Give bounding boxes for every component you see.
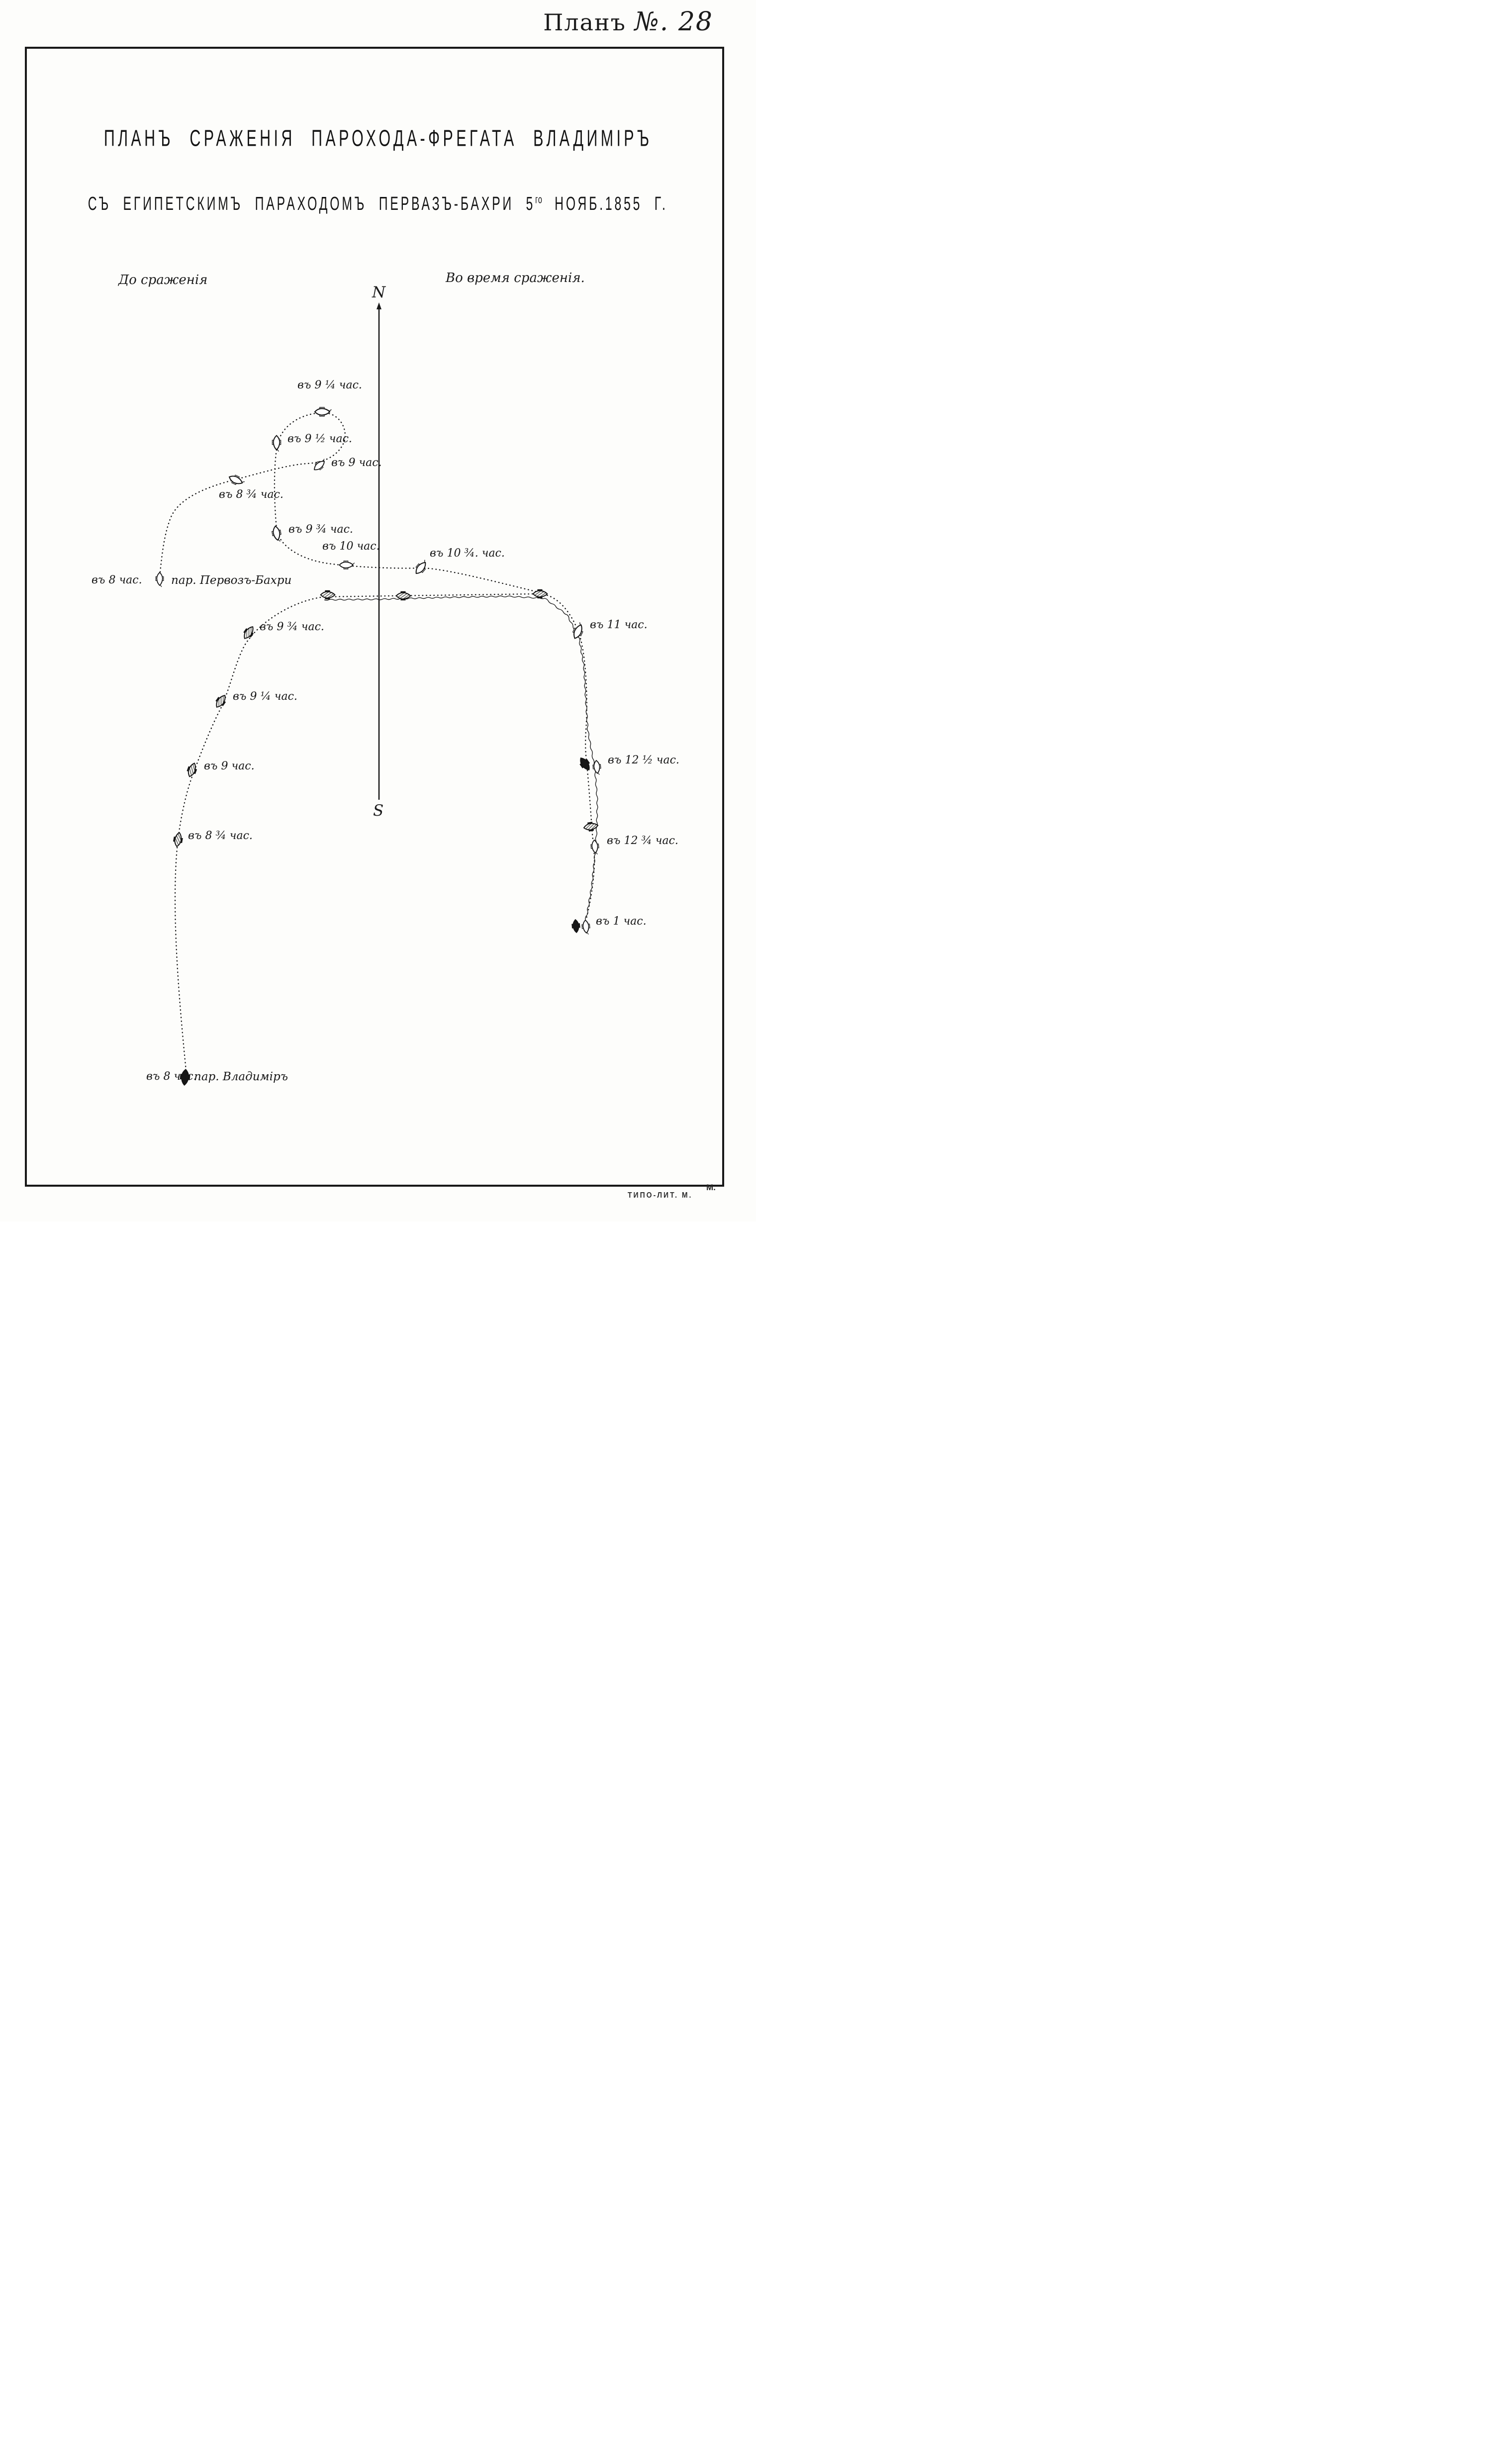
legend-during-battle: Во время сраженія. [446, 271, 585, 285]
time-label: въ 8 час. [92, 574, 142, 586]
ship-marker-vladimir [321, 590, 335, 599]
ship-marker-vladimir-914 [213, 693, 228, 709]
subtitle-main: СЪ ЕГИПЕТСКИМЪ ПАРАХОДОМЪ ПЕРВАЗЪ-БАХРИ 5 [88, 193, 536, 214]
ship-marker-pervaz-912 [272, 436, 281, 452]
track-vladimir-battle [324, 594, 594, 920]
subtitle-date: НОЯБ.1855 Г. [542, 193, 668, 214]
ship-marker-vladimir-1 [571, 919, 580, 933]
time-label: въ 11 час. [590, 619, 648, 631]
time-label: въ 9 ½ час. [287, 433, 352, 445]
vessel-name-label: пар. Первозъ-Бахри [171, 574, 292, 587]
time-label: въ 9 ¾ час. [260, 621, 324, 633]
ship-marker-vladimir-9 [186, 762, 198, 778]
credit-initial: М. [706, 1183, 716, 1192]
time-label: въ 8 час. [146, 1070, 197, 1083]
time-label: въ 9 час. [204, 760, 255, 772]
ship-marker-pervaz-1034 [413, 559, 430, 576]
track-pervaz-battle [324, 596, 598, 924]
ship-marker-pervaz-9 [312, 458, 328, 473]
ship-marker-vladimir-834 [173, 832, 184, 847]
compass-arrow-icon [377, 302, 381, 309]
ship-marker-pervaz-1234 [590, 840, 599, 854]
ship-marker-vladimir [533, 589, 548, 598]
battle-plan-page [0, 0, 756, 1222]
time-label: въ 9 ¾ час. [288, 523, 353, 536]
subtitle-superscript: го [535, 193, 543, 206]
time-label: въ 10 ¾. час. [430, 547, 505, 560]
vessel-name-label: пар. Владимiръ [194, 1070, 288, 1083]
time-label: въ 9 ¼ час. [233, 690, 297, 703]
time-label: въ 1 час. [596, 915, 647, 928]
ship-marker-pervaz-10 [339, 561, 354, 569]
ship-marker-pervaz-914 [315, 407, 331, 416]
compass-north-label: N [372, 283, 386, 301]
time-label: въ 9 час. [331, 457, 382, 469]
ship-marker-pervaz-8 [156, 572, 164, 587]
time-label: въ 12 ½ час. [608, 754, 679, 766]
ship-marker-pervaz-1212 [592, 760, 601, 775]
legend-before-battle: До сраженія [118, 273, 208, 287]
page-title: ПЛАНЪ СРАЖЕНІЯ ПАРОХОДА-ФРЕГАТА ВЛАДИМІРЪ [103, 126, 653, 152]
time-label: въ 9 ¼ час. [297, 379, 362, 391]
time-label: въ 12 ¾ час. [607, 835, 678, 847]
compass-south-label: S [373, 802, 384, 820]
plan-number-word: Планъ [543, 9, 626, 36]
lithography-credit: ТИПО-ЛИТ. М. [628, 1190, 693, 1200]
time-label: въ 8 ¾ час. [219, 488, 284, 501]
time-label: въ 10 час. [322, 540, 380, 553]
time-label: въ 8 ¾ час. [188, 830, 253, 842]
ship-marker-pervaz-834 [227, 473, 245, 487]
ship-marker-pervaz-1 [581, 920, 590, 935]
ship-marker-vladimir-1212 [577, 755, 592, 772]
plan-number-value: №. 28 [634, 7, 713, 37]
battle-tracks-map [0, 0, 756, 1222]
